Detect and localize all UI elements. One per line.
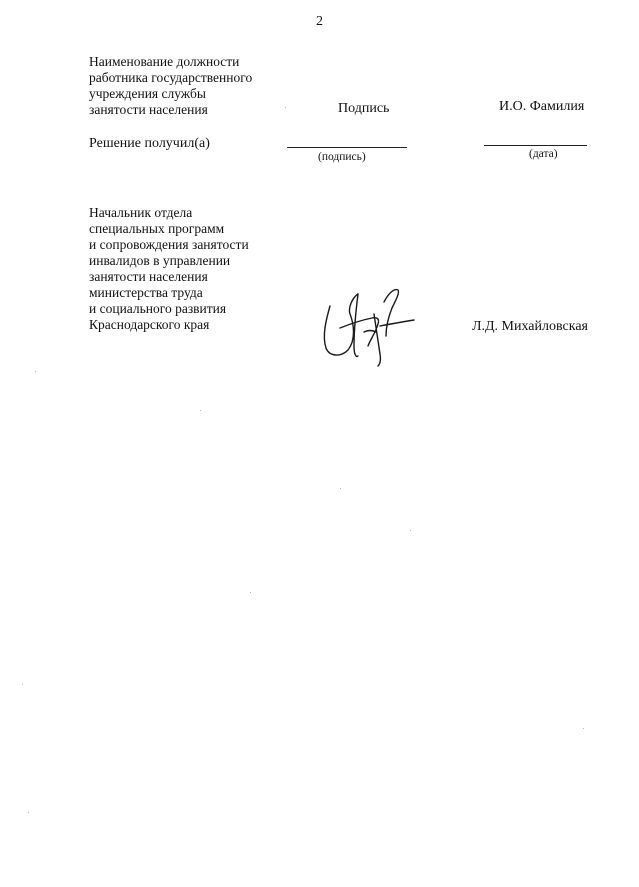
name-header: И.О. Фамилия bbox=[499, 99, 585, 114]
signatory-title-block bbox=[89, 205, 249, 333]
signatory-name: Л.Д. Михайловская bbox=[472, 319, 588, 334]
employee-position-block bbox=[89, 54, 252, 118]
signatory-title-line: занятости населения bbox=[89, 269, 208, 284]
signatory-title-line: и сопровождения занятости bbox=[89, 237, 249, 252]
handwritten-signature-icon bbox=[318, 284, 418, 368]
date-line bbox=[484, 145, 587, 146]
date-caption: (дата) bbox=[529, 148, 558, 160]
scan-speck bbox=[285, 107, 286, 108]
scan-speck bbox=[250, 592, 251, 593]
position-line: работника государственного bbox=[89, 70, 253, 85]
signatory-title-line: инвалидов в управлении bbox=[89, 253, 231, 268]
scan-speck bbox=[583, 728, 584, 729]
position-line: учреждения службы bbox=[89, 86, 206, 101]
scan-speck bbox=[200, 410, 201, 411]
position-line: занятости населения bbox=[89, 102, 208, 117]
signature-caption: (подпись) bbox=[318, 151, 366, 163]
receipt-label: Решение получил(а) bbox=[89, 136, 210, 151]
scan-speck bbox=[35, 371, 36, 372]
signatory-title-line: Краснодарского края bbox=[89, 317, 210, 332]
signatory-title-line: специальных программ bbox=[89, 221, 225, 236]
signatory-title-line: Начальник отдела bbox=[89, 205, 193, 220]
signatory-title-line: министерства труда bbox=[89, 285, 203, 300]
position-line: Наименование должности bbox=[89, 54, 240, 69]
scan-speck bbox=[22, 684, 23, 685]
signature-header: Подпись bbox=[338, 101, 390, 116]
scan-speck bbox=[28, 812, 29, 813]
page-number: 2 bbox=[316, 14, 323, 29]
scan-speck bbox=[410, 530, 411, 531]
scan-speck bbox=[340, 488, 341, 489]
signatory-title-line: и социального развития bbox=[89, 301, 227, 316]
signature-line bbox=[287, 147, 407, 148]
